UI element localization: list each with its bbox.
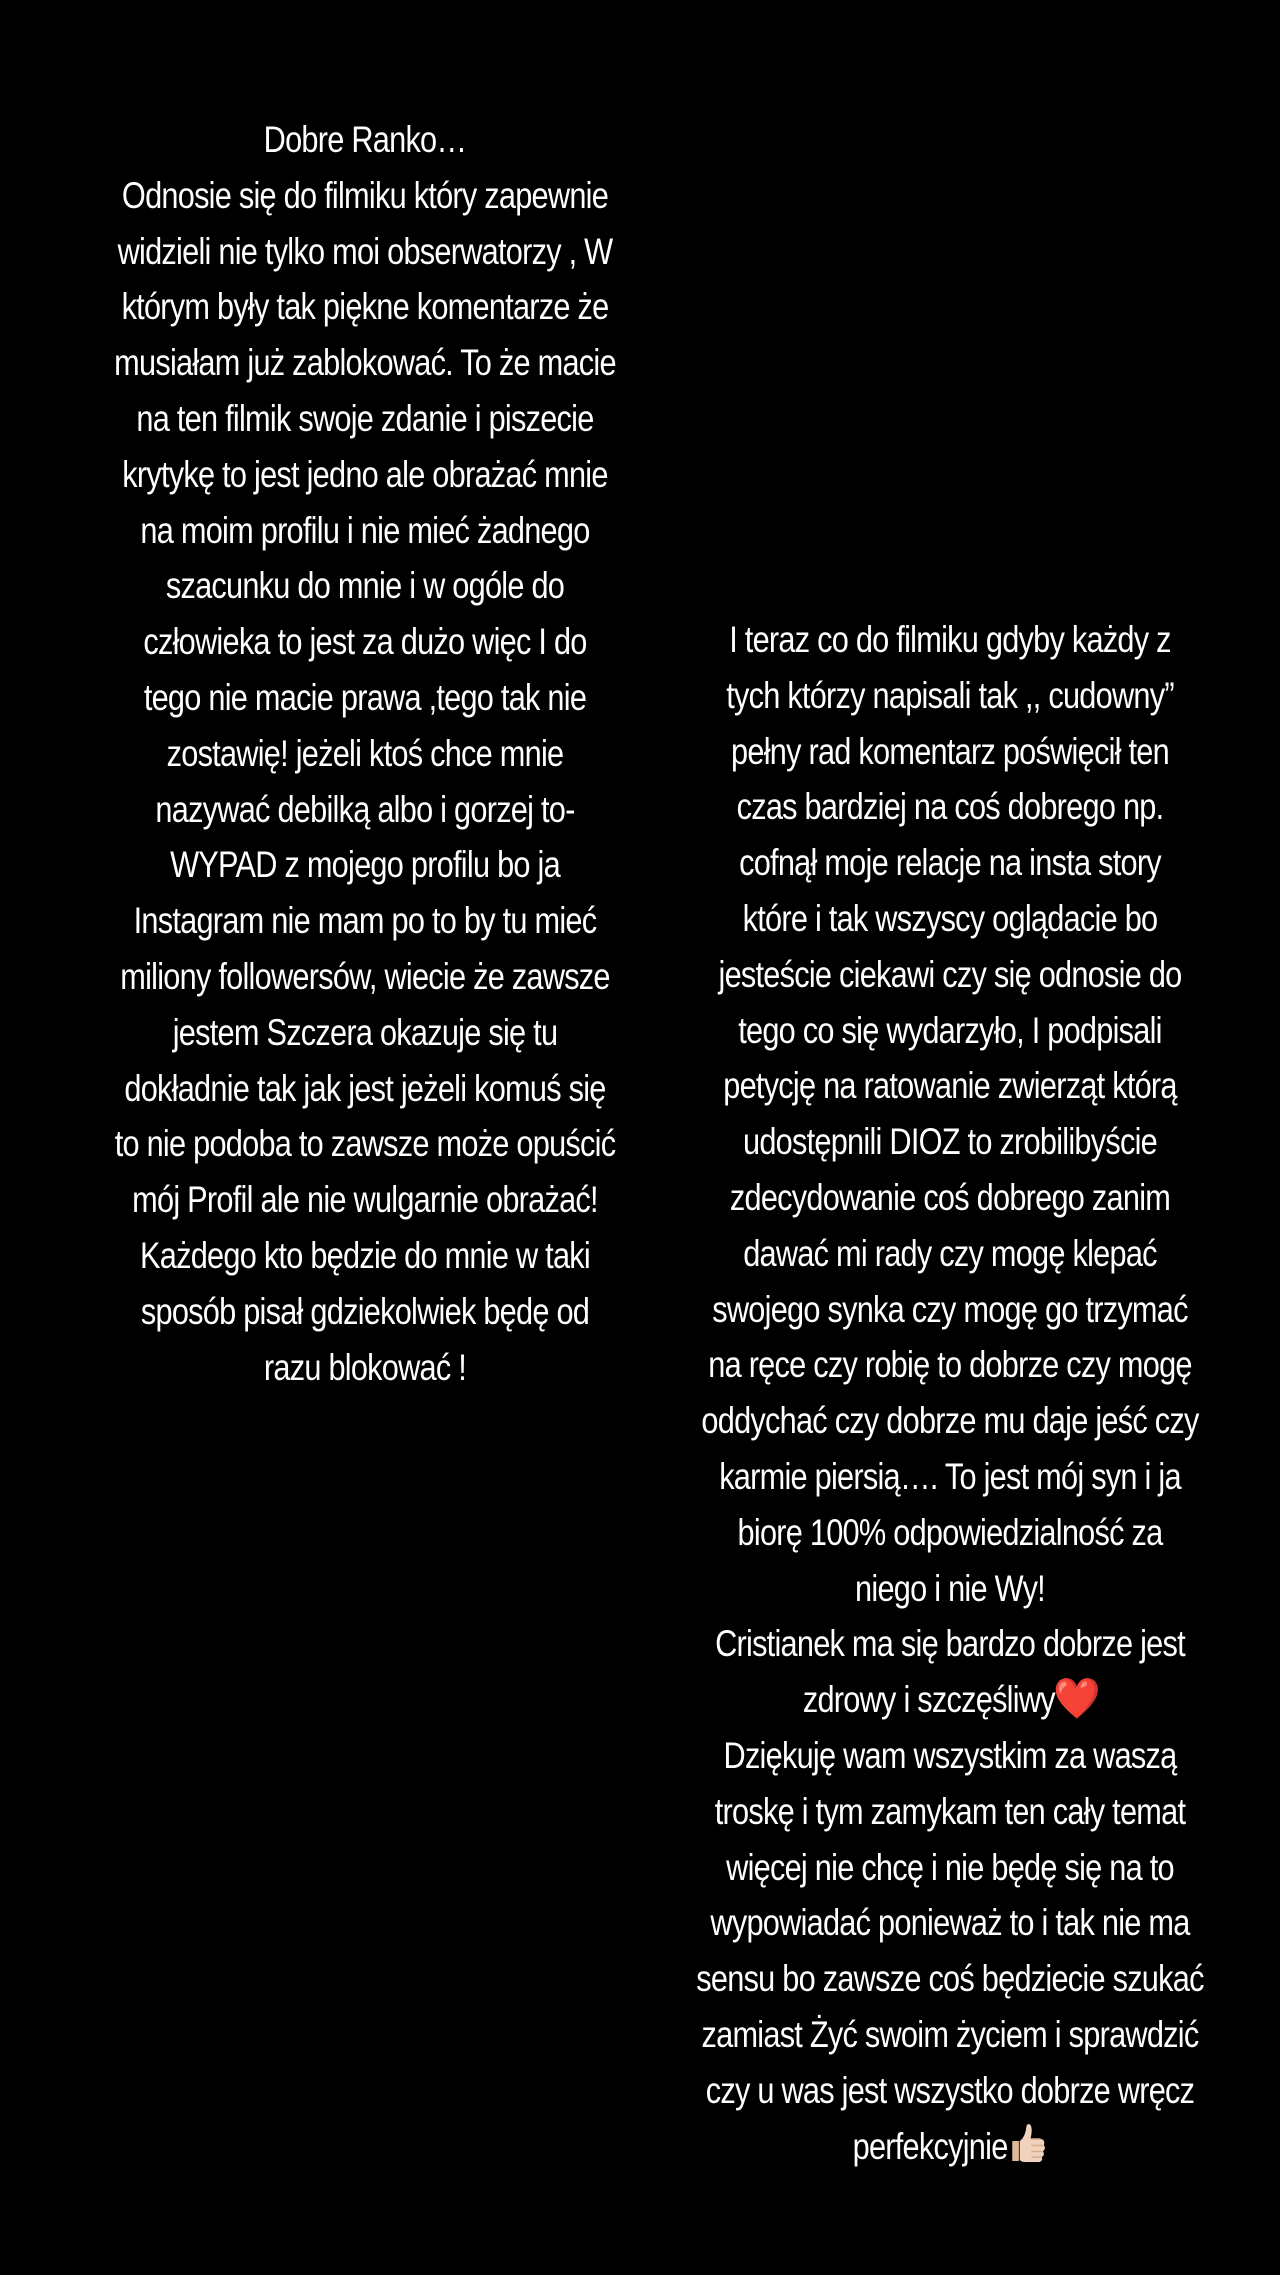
text-line: zamiast Żyć swoim życiem i sprawdzić [701,2013,1199,2055]
text-line: nazywać debilką albo i gorzej to- [155,788,575,830]
text-line-text: zdrowy i szczęśliwy [802,1679,1055,1721]
text-line: zdecydowanie coś dobrego zanim [729,1176,1171,1218]
text-line-text: perfekcyjnie [852,2125,1008,2167]
text-line: biorę 100% odpowiedzialność za [737,1511,1163,1553]
text-line: jestem Szczera okazuje się tu [172,1011,558,1053]
text-line: szacunku do mnie i w ogóle do [165,565,565,607]
text-line: na ręce czy robię to dobrze czy mogę [708,1344,1192,1386]
text-line: człowieka to jest za dużo więc I do [143,621,587,663]
text-line: mój Profil ale nie wulgarnie obrażać! [132,1179,598,1221]
text-line: oddychać czy dobrze mu daje jeść czy [701,1400,1199,1442]
left-text-block [37,112,693,1395]
text-line: troskę i tym zamykam ten cały temat [714,1790,1186,1832]
text-line-with-thumb [651,2119,1249,2175]
text-line: Dziękuję wam wszystkim za waszą [723,1734,1177,1776]
text-line: na ten filmik swoje zdanie i piszecie [136,397,594,439]
thumbs-up-icon [1009,2121,1047,2165]
text-line: którym były tak piękne komentarze że [121,286,609,328]
text-line: tych którzy napisali tak ,, cudowny” [726,674,1174,716]
text-line: które i tak wszyscy oglądacie bo [742,897,1158,939]
text-line: Każdego kto będzie do mnie w taki [140,1234,590,1276]
text-line: razu blokować ! [263,1346,467,1388]
text-line: sensu bo zawsze coś będziecie szukać [696,1958,1204,2000]
text-line: widzieli nie tylko moi obserwatorzy , W [117,230,613,272]
text-line: udostępnili DIOZ to zrobilibyście [742,1121,1157,1163]
right-text-block [651,612,1249,2174]
text-line: zostawię! jeżeli ktoś chce mnie [166,732,564,774]
text-line: karmie piersią…. To jest mój syn i ja [719,1455,1181,1497]
text-line: jesteście ciekawi czy się odnosie do [718,953,1182,995]
red-heart-icon: ❤️ [1053,1677,1101,1722]
text-line: na moim profilu i nie mieć żadnego [140,509,590,551]
text-line: wypowiadać ponieważ to i tak nie ma [710,1902,1190,1944]
text-line: pełny rad komentarz poświęcił ten [731,730,1169,772]
text-line: tego co się wydarzyło, I podpisali [738,1009,1162,1051]
text-line: WYPAD z mojego profilu bo ja [170,844,560,886]
text-line: czas bardziej na coś dobrego np. [736,786,1164,828]
text-line-with-heart [651,1672,1249,1728]
text-line: dawać mi rady czy mogę klepać [743,1232,1157,1274]
text-line: cofnął moje relacje na insta story [739,842,1161,884]
text-line: petycję na ratowanie zwierząt którą [723,1065,1177,1107]
text-line: krytykę to jest jedno ale obrażać mnie [122,453,608,495]
text-line: Cristianek ma się bardzo dobrze jest [715,1623,1185,1665]
text-line: sposób pisał gdziekolwiek będę od [140,1290,590,1332]
text-line: miliony followersów, wiecie że zawsze [120,955,610,997]
text-line: I teraz co do filmiku gdyby każdy z [729,619,1171,660]
text-line: więcej nie chcę i nie będę się na to [726,1846,1174,1888]
text-line: to nie podoba to zawsze może opuścić [114,1123,616,1165]
text-line: niego i nie Wy! [855,1567,1045,1609]
text-line: czy u was jest wszystko dobrze wręcz [705,2069,1195,2111]
text-line: musiałam już zablokować. To że macie [114,342,616,384]
text-line: tego nie macie prawa ,tego tak nie [143,676,587,718]
text-line: Dobre Ranko… [263,119,467,160]
text-line: Odnosie się do filmiku który zapewnie [121,174,609,216]
text-line: Instagram nie mam po to by tu mieć [133,900,597,942]
text-line: dokładnie tak jak jest jeżeli komuś się [124,1067,606,1109]
text-line: swojego synka czy mogę go trzymać [712,1288,1188,1330]
